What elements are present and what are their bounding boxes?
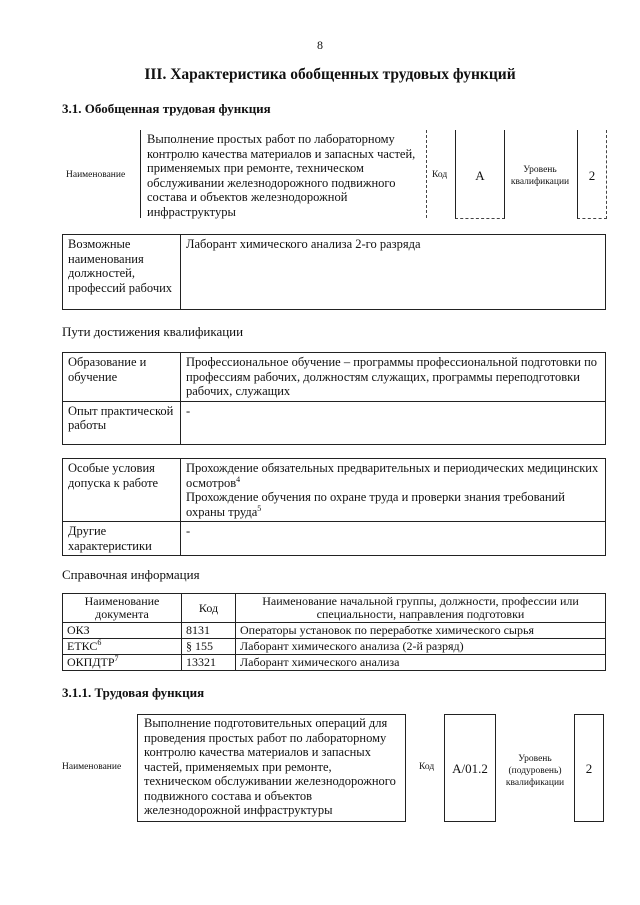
tf-level-label: Уровень (подуровень) квалификации (505, 754, 565, 788)
ref-doc: ОКЗ (63, 623, 182, 639)
table-row (63, 639, 606, 655)
ref-name: Лаборант химического анализа (2-й разряд) (236, 639, 606, 655)
tf-name-label: Наименование (62, 762, 122, 772)
tf-code-box (444, 714, 496, 822)
education-label: Образование и обучение (63, 353, 181, 402)
gtf-level-label: Уровень квалификации (510, 165, 570, 187)
ref-header-name: Наименование начальной группы, должности, профессии или специальности, направления подготовки (236, 594, 606, 623)
ref-name: Лаборант химического анализа (236, 655, 606, 671)
special-line1: Прохождение обязательных предварительных и периодических медицинских осмотров (186, 461, 599, 490)
gtf-level-value: 2 (588, 168, 596, 183)
special-line2: Прохождение обучения по охране труда и проверки знания требований охраны труда (186, 490, 565, 519)
tf-code-value: A/01.2 (452, 761, 488, 776)
ref-code: 13321 (182, 655, 236, 671)
tf-heading: 3.1.1. Трудовая функция (62, 685, 205, 700)
page-number: 8 (317, 38, 323, 52)
qualification-table (62, 352, 606, 445)
gtf-name-label: Наименование (66, 170, 126, 180)
positions-value: Лаборант химического анализа 2-го разряда (181, 235, 606, 310)
reference-table (62, 593, 606, 671)
gtf-name-value: Выполнение простых работ по лабораторному контролю качества материалов и запасных частей, применяемых при ремонте, техническом обслуживании железнодорожного подвижного состава и объектов железнодорожной инфраструктуры (147, 132, 416, 219)
ref-header-code: Код (182, 594, 236, 623)
gtf-level-box (577, 130, 607, 219)
education-value: Профессиональное обучение – программы профессиональной подготовки по профессиям рабочих, должностям служащих, программы переподготовки рабочих, служащих (181, 353, 606, 402)
tf-name-value: Выполнение подготовительных операций для проведения простых работ по лабораторному контролю качества материалов и запасных частей, применяемых при ремонте, техническом обслуживании железнодорожного подвижного состава и объектов железнодорожной инфраструктуры (144, 716, 396, 817)
gtf-code-label: Код (432, 170, 448, 180)
ref-code: § 155 (182, 639, 236, 655)
reference-heading: Справочная информация (62, 567, 200, 582)
tf-name-box (137, 714, 406, 822)
ref-doc: ОКПДТР$^7$ (63, 655, 182, 671)
positions-table (62, 234, 606, 310)
ref-code: 8131 (182, 623, 236, 639)
table-row (63, 623, 606, 639)
ref-header-doc: Наименование документа (63, 594, 182, 623)
footnote-5: 5 (257, 503, 262, 513)
special-conditions-table (62, 458, 606, 556)
table-row (63, 655, 606, 671)
special-value (181, 459, 606, 522)
tf-code-label: Код (419, 762, 435, 772)
positions-label: Возможные наименования должностей, профессий рабочих (63, 235, 181, 310)
experience-value: - (181, 401, 606, 445)
section-title: III. Характеристика обобщенных трудовых функций (144, 66, 516, 83)
tf-level-box (574, 714, 604, 822)
ref-name: Операторы установок по переработке химического сырья (236, 623, 606, 639)
gtf-code-value: A (475, 168, 485, 183)
qualification-paths-heading: Пути достижения квалификации (62, 324, 244, 339)
experience-label: Опыт практической работы (63, 401, 181, 445)
ref-doc: ЕТКС$^6$ (63, 639, 182, 655)
special-label: Особые условия допуска к работе (63, 459, 181, 522)
other-value: - (181, 522, 606, 556)
tf-level-value: 2 (585, 761, 593, 776)
gtf-heading: 3.1. Обобщенная трудовая функция (62, 101, 271, 116)
other-label: Другие характеристики (63, 522, 181, 556)
footnote-4: 4 (236, 474, 241, 484)
gtf-name-box (140, 130, 427, 218)
gtf-code-box (455, 130, 505, 219)
